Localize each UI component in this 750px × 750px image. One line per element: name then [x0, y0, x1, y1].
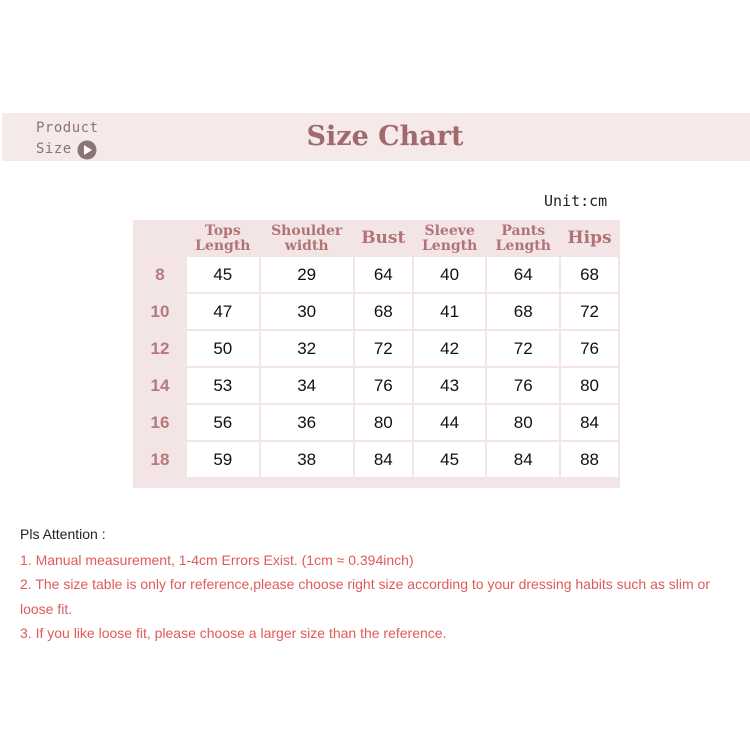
measurement-cell: 34 — [261, 368, 353, 403]
attention-notes — [20, 522, 745, 646]
measurement-cell: 38 — [261, 442, 353, 477]
notes-heading: Pls Attention : — [20, 526, 106, 542]
measurement-cell: 80 — [355, 405, 412, 440]
size-label-cell: 8 — [135, 257, 185, 292]
measurement-cell: 29 — [261, 257, 353, 292]
table-row — [135, 442, 618, 477]
measurement-cell: 45 — [414, 442, 486, 477]
table-row — [135, 257, 618, 292]
column-header-line: Length — [421, 237, 478, 254]
table-row — [135, 294, 618, 329]
column-header-line: width — [284, 237, 329, 254]
measurement-cell: 84 — [561, 405, 618, 440]
measurement-cell: 53 — [187, 368, 259, 403]
measurement-cell: 72 — [487, 331, 559, 366]
measurement-cell: 84 — [487, 442, 559, 477]
page-title: Size Chart — [306, 121, 464, 152]
measurement-cell: 47 — [187, 294, 259, 329]
measurement-cell: 41 — [414, 294, 486, 329]
measurement-cell: 42 — [414, 331, 486, 366]
measurement-cell: 80 — [561, 368, 618, 403]
unit-label: Unit:cm — [544, 192, 608, 210]
measurement-cell: 72 — [355, 331, 412, 366]
size-table-container — [133, 220, 620, 488]
measurement-cell: 45 — [187, 257, 259, 292]
column-header-line: Hips — [567, 228, 612, 248]
column-header-line: Shoulder — [271, 222, 343, 239]
measurement-cell: 76 — [487, 368, 559, 403]
size-table — [133, 220, 620, 479]
size-label-cell: 10 — [135, 294, 185, 329]
measurement-cell: 59 — [187, 442, 259, 477]
column-header-line: Length — [495, 237, 551, 254]
note-item: 2. The size table is only for reference,please choose right size according to your dressing habits such as slim or loose fit. — [20, 576, 710, 617]
size-label-cell: 16 — [135, 405, 185, 440]
measurement-cell: 43 — [414, 368, 486, 403]
note-item: 1. Manual measurement, 1-4cm Errors Exist. (1cm ≈ 0.394inch) — [20, 551, 414, 568]
measurement-cell: 72 — [561, 294, 618, 329]
size-label-cell: 12 — [135, 331, 185, 366]
measurement-cell: 30 — [261, 294, 353, 329]
column-header — [187, 222, 259, 255]
column-header — [414, 222, 486, 255]
table-row — [135, 368, 618, 403]
measurement-cell: 80 — [487, 405, 559, 440]
measurement-cell: 64 — [487, 257, 559, 292]
measurement-cell: 68 — [355, 294, 412, 329]
product-label-line2: Size — [36, 141, 72, 157]
measurement-cell: 50 — [187, 331, 259, 366]
measurement-cell: 88 — [561, 442, 618, 477]
measurement-cell: 68 — [487, 294, 559, 329]
measurement-cell: 68 — [561, 257, 618, 292]
measurement-cell: 56 — [187, 405, 259, 440]
measurement-cell: 76 — [355, 368, 412, 403]
table-row — [135, 331, 618, 366]
play-circle-icon — [77, 140, 97, 160]
table-header-row — [135, 222, 618, 255]
table-row — [135, 405, 618, 440]
column-header — [135, 222, 185, 255]
column-header — [261, 222, 353, 255]
column-header-line: Pants — [501, 222, 546, 239]
measurement-cell: 76 — [561, 331, 618, 366]
table-body — [135, 257, 618, 477]
measurement-cell: 64 — [355, 257, 412, 292]
column-header — [355, 222, 412, 255]
column-header-line: Sleeve — [424, 222, 475, 239]
measurement-cell: 40 — [414, 257, 486, 292]
column-header — [561, 222, 618, 255]
measurement-cell: 44 — [414, 405, 486, 440]
measurement-cell: 36 — [261, 405, 353, 440]
product-label-line1: Product — [36, 120, 99, 136]
note-item: 3. If you like loose fit, please choose a larger size than the reference. — [20, 625, 447, 641]
column-header-line: Bust — [361, 228, 406, 248]
size-label-cell: 18 — [135, 442, 185, 477]
measurement-cell: 84 — [355, 442, 412, 477]
column-header-line: Tops — [204, 222, 241, 239]
measurement-cell: 32 — [261, 331, 353, 366]
product-size-label — [36, 118, 126, 160]
column-header — [487, 222, 559, 255]
column-header-line: Length — [195, 237, 251, 254]
size-label-cell: 14 — [135, 368, 185, 403]
